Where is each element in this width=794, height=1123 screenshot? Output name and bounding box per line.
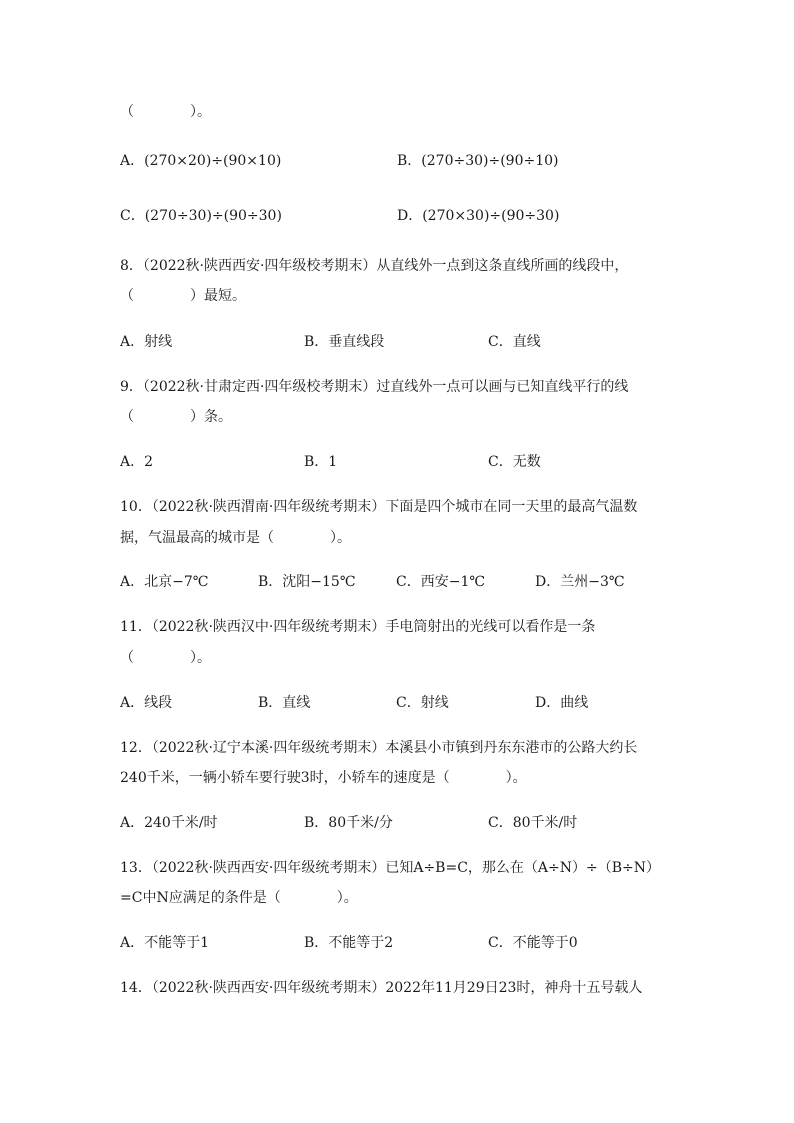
q12-option-a: A．240千米/时	[120, 815, 218, 831]
q11-option-a: A．线段	[120, 695, 173, 711]
q11-stem: 11．（2022秋·陕西汉中·四年级统考期末）手电筒射出的光线可以看作是一条	[120, 619, 596, 635]
q9-option-a: A．2	[120, 454, 154, 470]
q7-option-c: C．(270÷30)÷(90÷30)	[120, 208, 282, 224]
q9-option-b: B．1	[304, 454, 338, 470]
q12-option-b: B．80千米/分	[304, 815, 393, 831]
q12-option-c: C．80千米/时	[488, 815, 578, 831]
q9-option-c: C．无数	[488, 454, 541, 470]
q7-option-d: D．(270×30)÷(90÷30)	[397, 208, 560, 224]
q13-stem: 13．（2022秋·陕西西安·四年级统考期末）已知A÷B=C，那么在（A÷N）÷（B÷N）	[120, 860, 661, 876]
q11-option-c: C．射线	[396, 695, 449, 711]
q10-option-c: C．西安−1℃	[396, 574, 486, 590]
q13-option-c: C．不能等于0	[488, 935, 578, 951]
q13-option-a: A．不能等于1	[120, 935, 210, 951]
q13-option-b: B．不能等于2	[304, 935, 394, 951]
q11-option-d: D．曲线	[535, 695, 589, 711]
q10-option-b: B．沈阳−15℃	[258, 574, 356, 590]
q11-continuation: （ ）。	[120, 650, 211, 666]
q7-option-a: A．(270×20)÷(90×10)	[120, 153, 282, 169]
q10-option-d: D．兰州−3℃	[535, 574, 625, 590]
q12-continuation: 240千米，一辆小轿车要行驶3时，小轿车的速度是（ ）。	[120, 770, 527, 786]
q8-stem: 8．（2022秋·陕西西安·四年级校考期末）从直线外一点到这条直线所画的线段中，	[120, 258, 629, 274]
q8-continuation: （ ）最短。	[120, 288, 246, 304]
q7-option-b: B．(270÷30)÷(90÷10)	[397, 153, 559, 169]
q11-option-b: B．直线	[258, 695, 311, 711]
q10-option-a: A．北京−7℃	[120, 574, 209, 590]
q10-stem: 10．（2022秋·陕西渭南·四年级统考期末）下面是四个城市在同一天里的最高气温数	[120, 499, 638, 515]
q8-option-a: A．射线	[120, 334, 173, 350]
q14-stem: 14．（2022秋·陕西西安·四年级统考期末）2022年11月29日23时，神舟十五号载人	[120, 980, 643, 996]
q8-option-c: C．直线	[488, 334, 541, 350]
q13-continuation: =C中N应满足的条件是（ ）。	[120, 890, 358, 906]
q9-continuation: （ ）条。	[120, 409, 232, 425]
q7-continuation: （ ）。	[120, 104, 211, 120]
q10-continuation: 据，气温最高的城市是（ ）。	[120, 530, 351, 546]
q8-option-b: B．垂直线段	[304, 334, 385, 350]
q12-stem: 12．（2022秋·辽宁本溪·四年级统考期末）本溪县小市镇到丹东东港市的公路大约长	[120, 740, 638, 756]
q9-stem: 9．（2022秋·甘肃定西·四年级校考期末）过直线外一点可以画与已知直线平行的线	[120, 379, 629, 395]
